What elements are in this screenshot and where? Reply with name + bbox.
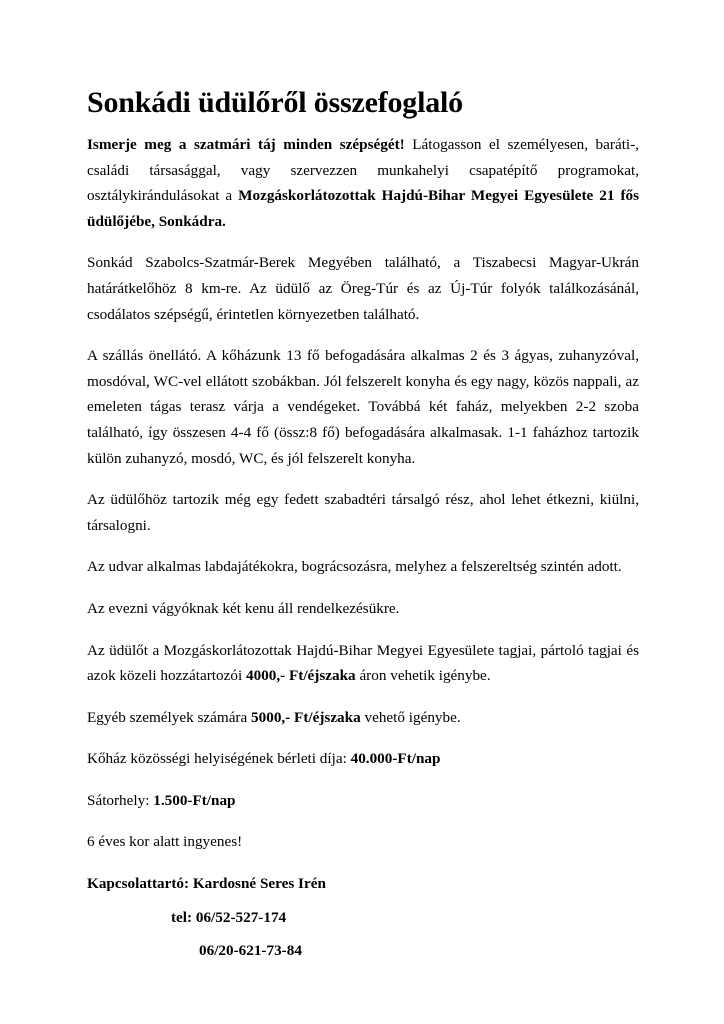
intro-paragraph [87,132,639,234]
tent-paragraph [87,788,639,814]
others-price-text-before: Egyéb személyek számára [87,708,252,726]
intro-bold-tail: Mozgáskorlátozottak Hajdú-Bihar Megyei Egyesülete 21 fős üdülőjébe, Sonkádra. [87,187,640,230]
contact-phone-1: tel: 06/52-527-174 [171,908,287,926]
accommodation-paragraph: A szállás önellátó. A kőházunk 13 fő befogadására alkalmas 2 és 3 ágyas, zuhanyzóval, mosdóval, WC-vel ellátott szobákban. Jól felszerelt konyha és egy nagy, közös nappali, az emeleten tágas terasz várja a vendégeket. Továbbá két faház, melyekben 2-2 szoba található, így összesen 4-4 fő (össz:8 fő) befogadására alkalmasak. 1-1 faházhoz tartozik külön zuhanyzó, mosdó, WC, és jól felszerelt konyha. [87,347,639,467]
document-page [87,84,639,964]
intro-text: Látogasson el személyesen, baráti-, családi társasággal, vagy szervezzen munkahelyi csapatépítő programokat, osztálykirándulásokat a [87,136,639,205]
page-title: Sonkádi üdülőről összefoglaló [87,86,463,119]
hall-rent-price: 40.000-Ft/nap [350,750,441,768]
tent-price: 1.500-Ft/nap [153,791,236,809]
members-price-value: 4000,- Ft/éjszaka [245,667,356,685]
others-price-paragraph [87,705,639,731]
contact-phone-2: 06/20-621-73-84 [199,942,302,960]
free-under-6-paragraph: 6 éves kor alatt ingyenes! [87,833,243,851]
others-price-text-after: vehető igénybe. [360,708,461,726]
members-price-paragraph [87,638,639,689]
location-paragraph: Sonkád Szabolcs-Szatmár-Berek Megyében található, a Tiszabecsi Magyar-Ukrán határátkelőhöz 8 km-re. Az üdülő az Öreg-Túr és az Új-Túr folyók találkozásánál, csodálatos szépségű, érintetlen környezetben található. [87,254,639,323]
contact-person: Kapcsolattartó: Kardosné Seres Irén [87,875,326,893]
canoe-paragraph: Az evezni vágyóknak két kenu áll rendelkezésükre. [87,599,400,617]
members-price-text-before: Az üdülőt a Mozgáskorlátozottak Hajdú-Bihar Megyei Egyesülete tagjai, pártoló tagjai és azok közeli hozzátartozói [87,641,639,685]
tent-label: Sátorhely: [87,791,154,809]
others-price-value: 5000,- Ft/éjszaka [251,708,361,726]
hall-rent-label: Kőház közösségi helyiségének bérleti díja: [87,750,351,768]
members-price-text-after: áron vehetik igénybe. [355,667,491,685]
intro-bold-lead: Ismerje meg a szatmári táj minden szépségét! [87,136,405,153]
lounge-paragraph: Az üdülőhöz tartozik még egy fedett szabadtéri társalgó rész, ahol lehet étkezni, kiülni, társalogni. [87,491,639,534]
hall-rent-paragraph [87,746,639,772]
yard-paragraph: Az udvar alkalmas labdajátékokra, bográcsozásra, melyhez a felszereltség szintén adott. [87,558,622,576]
